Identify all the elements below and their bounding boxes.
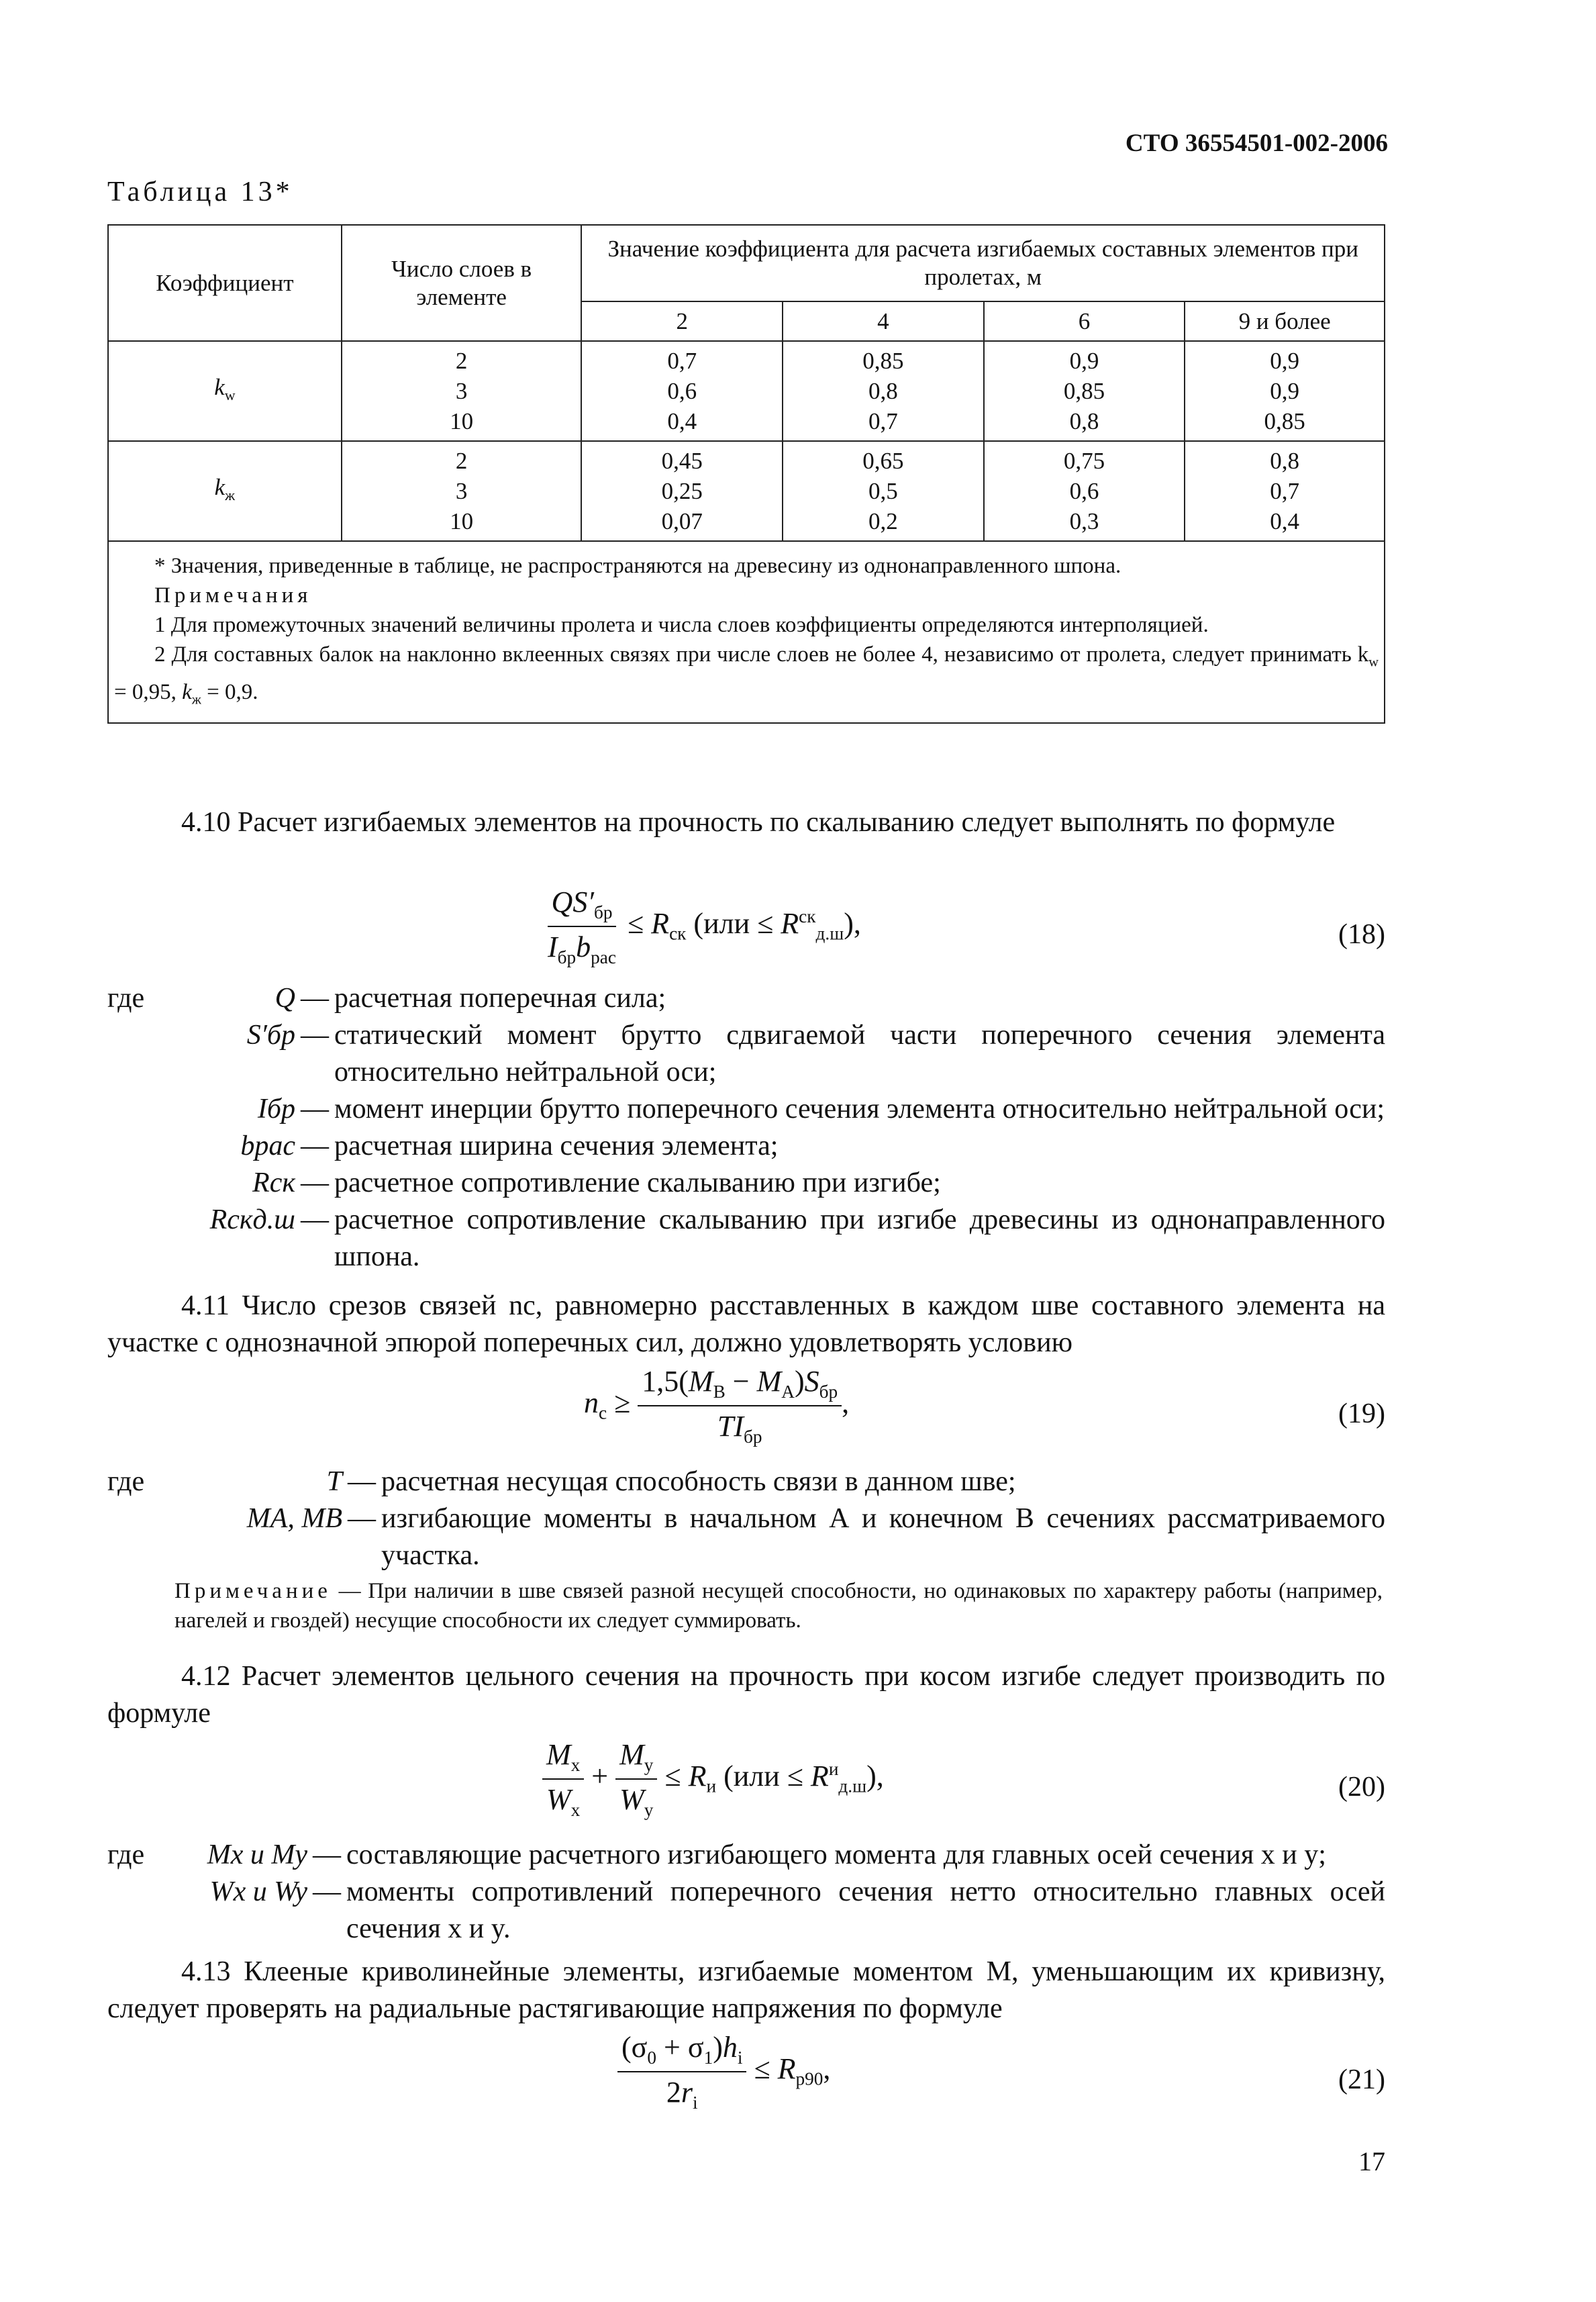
header-span-group: Значение коэффициента для расчета изгибаемых составных элементов при пролетах, м [581,225,1385,301]
value-cell [581,441,783,541]
value: 0,85 [862,348,904,374]
coef-subscript: w [224,387,236,403]
definition-text: моменты сопротивлений поперечного сечения нетто относительно главных осей сечения x и y. [346,1876,1385,1944]
note-2-text: 2 Для составных балок на наклонно вклеенных связях при числе слоев не более 4, независимо от пролета, следует принимать k [154,642,1369,667]
definition-symbol: S′бр [246,1020,295,1051]
definitions-4-10 [107,980,1385,1276]
definition: MА, MВ — изгибающие моменты в начальном А и конечном В сечениях рассматриваемого участка. [107,1500,1385,1574]
value: 0,8 [868,378,898,404]
header-span: 9 и более [1185,301,1385,341]
formula-number-21: (21) [1338,2064,1385,2095]
paragraph-4-11-text: 4.11 Число срезов связей nc, равномерно расставленных в каждом шве составного элемента на участке с однозначной эпюрой поперечных сил, должно удовлетворять условию [107,1290,1385,1358]
coef-symbol: k [214,373,225,400]
header-span: 4 [783,301,984,341]
definition-symbol: Q [275,983,295,1014]
coef-cell [108,441,342,541]
value: 0,85 [1264,408,1305,434]
value: 3 [455,378,468,404]
value: 0,07 [661,508,703,534]
value-cell [984,441,1185,541]
paragraph-4-13 [107,1954,1385,2027]
formula-number-18: (18) [1338,919,1385,950]
value: 3 [455,478,468,504]
value: 0,6 [667,378,697,404]
value: 10 [450,508,474,534]
formula-20: $\frac{M_x}{W_x}$ + $\frac{M_y}{W_y}$ ≤ $R_и$ $(или \le R^и_{д.ш})$, [542,1737,884,1821]
paragraph-4-12-text: 4.12 Расчет элементов цельного сечения на прочность при косом изгибе следует производить по формуле [107,1661,1385,1729]
document-code: СТО 36554501-002-2006 [1125,130,1388,157]
coef-subscript: ж [225,487,236,503]
table-row-kzh [108,441,1385,541]
paragraph-4-13-text: 4.13 Клееные криволинейные элементы, изгибаемые моментом M, уменьшающим их кривизну, следует проверять на радиальные растягивающие напряжения по формуле [107,1956,1385,2024]
page-number: 17 [1358,2146,1385,2176]
definition-text: статический момент брутто сдвигаемой части поперечного сечения элемента относительно нейтральной оси; [334,1020,1385,1088]
value: 2 [455,348,468,374]
table-notes [108,541,1385,723]
table-caption [107,176,290,208]
formula-number-20: (20) [1338,1772,1385,1803]
formula-18: $\frac{QS'_{бр}}{I_{бр}b_{рас}}$ ≤ $R_{ск}$ $(или \le R^{ск}_{д.ш})$, [548,885,861,967]
value-cell [783,441,984,541]
layers-cell [342,341,582,441]
value: 0,4 [1270,508,1300,534]
definition: Rск — расчетное сопротивление скалыванию при изгибе; [107,1165,1385,1202]
definitions-4-11 [107,1464,1385,1574]
value: 0,45 [661,448,703,474]
table-caption-mark: * [275,177,290,207]
where-label: где [107,1466,145,1497]
value: 0,7 [868,408,898,434]
header-span: 6 [984,301,1185,341]
definition-text: изгибающие моменты в начальном А и конечном В сечениях рассматриваемого участка. [381,1503,1385,1571]
note-1: 1 Для промежуточных значений величины пролета и числа слоев коэффициенты определяются интерполяцией. [154,613,1209,637]
coef-symbol: k [214,473,226,500]
definition: Rскд.ш — расчетное сопротивление скалыванию при изгибе древесины из однонаправленного шпона. [107,1202,1385,1276]
definition-symbol: Rск [252,1167,295,1198]
formula-21: $\frac{(\sigma_0 + \sigma_1)h_i}{2r_i}$ ≤ $R_{р90}$, [617,2030,830,2113]
header-coef: Коэффициент [108,225,342,341]
value-cell [581,341,783,441]
value: 0,6 [1069,478,1099,504]
formula-19: $n_c$ ≥ $\frac{1,5(M_В - M_А)S_{бр}}{TI_{бр}}$ , [584,1365,850,1447]
value: 0,9 [1069,348,1099,374]
note-label: Примечание [174,1579,332,1603]
where-label: где [107,1839,145,1870]
value: 0,75 [1063,448,1105,474]
value: 0,65 [862,448,904,474]
where-label: где [107,983,145,1014]
definition: где Q — расчетная поперечная сила; [107,980,1385,1017]
definition: Iбр — момент инерции брутто поперечного сечения элемента относительно нейтральной оси; [107,1091,1385,1128]
definition-text: момент инерции брутто поперечного сечения элемента относительно нейтральной оси; [334,1094,1385,1124]
table-row-kw [108,341,1385,441]
definition-symbol: Iбр [257,1094,295,1124]
definition: Wx и Wy — моменты сопротивлений поперечного сечения нетто относительно главных осей сечения x и y. [107,1874,1385,1948]
value: 0,85 [1063,378,1105,404]
value: 0,7 [667,348,697,374]
definition: S′бр — статический момент брутто сдвигаемой части поперечного сечения элемента относительно нейтральной оси; [107,1017,1385,1091]
value: 0,5 [868,478,898,504]
coef-cell [108,341,342,441]
value-cell [1185,441,1385,541]
notes-label: Примечания [154,583,312,608]
value: 0,9 [1270,348,1300,374]
value-cell [984,341,1185,441]
table-footnote: * Значения, приведенные в таблице, не распространяются на древесину из однонаправленного шпона. [154,554,1121,578]
value: 0,3 [1069,508,1099,534]
definition-symbol: Wx и Wy [209,1876,307,1907]
paragraph-4-10 [107,804,1385,841]
definition-symbol: Mx и My [207,1839,307,1870]
value: 0,2 [868,508,898,534]
value: 0,7 [1270,478,1300,504]
layers-cell [342,441,582,541]
note-2: 2 Для составных балок на наклонно вклеенных связях при числе слоев не более 4, независимо от пролета, следует принимать $k_w = 0,95$, $k_ж = 0,9$. [114,642,1379,708]
table-caption-text: Таблица 13 [107,177,276,207]
definition-symbol: T [326,1466,342,1497]
definition: bрас — расчетная ширина сечения элемента; [107,1128,1385,1165]
definition-text: расчетная ширина сечения элемента; [334,1131,779,1161]
definition-text: расчетная несущая способность связи в данном шве; [381,1466,1016,1497]
definition-text: расчетное сопротивление скалыванию при изгибе древесины из однонаправленного шпона. [334,1204,1385,1272]
header-layers: Число слоев в элементе [342,225,582,341]
coefficient-table [107,224,1385,724]
definition-symbol: MА, MВ [246,1503,342,1534]
value: 0,8 [1270,448,1300,474]
value-cell [783,341,984,441]
value: 0,9 [1270,378,1300,404]
definition-symbol: bрас [240,1131,295,1161]
note-2-kzh-value: = 0,9. [207,679,258,704]
value-cell [1185,341,1385,441]
value: 0,25 [661,478,703,504]
definition-text: составляющие расчетного изгибающего момента для главных осей сечения x и y; [346,1839,1326,1870]
header-span: 2 [581,301,783,341]
value: 10 [450,408,474,434]
definitions-4-12 [107,1837,1385,1948]
value: 0,8 [1069,408,1099,434]
paragraph-4-10-text: 4.10 Расчет изгибаемых элементов на прочность по скалыванию следует выполнять по формуле [181,807,1336,838]
definition-text: расчетное сопротивление скалыванию при изгибе; [334,1167,941,1198]
paragraph-4-12 [107,1658,1385,1732]
formula-number-19: (19) [1338,1398,1385,1429]
value: 2 [455,448,468,474]
definition-symbol: Rскд.ш [209,1204,295,1235]
value: 0,4 [667,408,697,434]
paragraph-4-11 [107,1288,1385,1361]
note-2-kw-value: = 0,95, [114,679,177,704]
definition: где T — расчетная несущая способность связи в данном шве; [107,1464,1385,1500]
definition-text: расчетная поперечная сила; [334,983,666,1014]
note-text: — При наличии в шве связей разной несущей способности, но одинаковых по характеру работы (например, нагелей и гвоздей) несущие способности их следует суммировать. [174,1579,1383,1633]
note-4-11 [174,1576,1383,1635]
definition: где Mx и My — составляющие расчетного изгибающего момента для главных осей сечения x и y; [107,1837,1385,1874]
